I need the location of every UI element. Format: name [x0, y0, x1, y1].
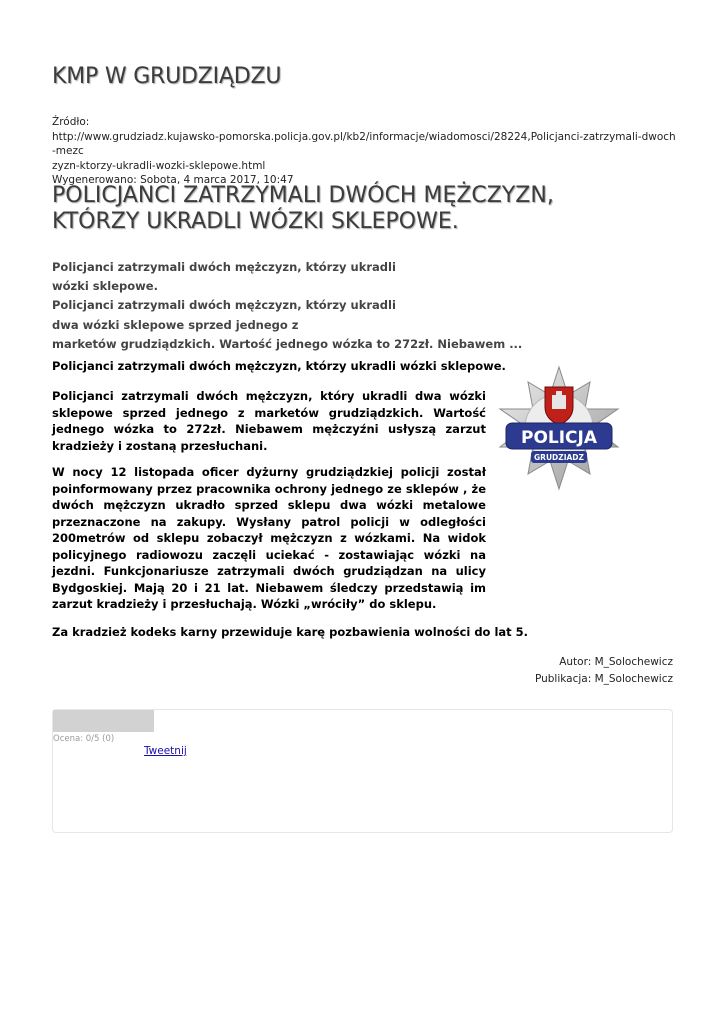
rating-text: Ocena: 0/5 (0)	[53, 734, 115, 744]
article-title: POLICJANCI ZATRZYMALI DWÓCH MĘŻCZYZN, KTÓRZY UKRADLI WÓZKI SKLEPOWE.	[52, 183, 554, 234]
source-url-line1[interactable]: http://www.grudziadz.kujawsko-pomorska.policja.gov.pl/kb2/informacje/wiadomosci/28224,Policjanci-zatrzymali-dwoch-mezc	[52, 130, 676, 157]
intro-line: Policjanci zatrzymali dwóch mężczyzn, którzy ukradli	[52, 260, 396, 274]
source-label: Źródło:	[52, 116, 90, 128]
intro-line: marketów grudziądzkich. Wartość jednego wózka to 272zł. Niebawem ...	[52, 336, 523, 351]
generated-date: Wygenerowano: Sobota, 4 marca 2017, 10:47	[52, 174, 294, 186]
article-lead: Policjanci zatrzymali dwóch mężczyzn, którzy ukradli wózki sklepowe.	[52, 359, 506, 373]
publication-label: Publikacja: M_Solochewicz	[534, 673, 673, 685]
police-star-icon	[494, 365, 624, 493]
logo-sub-text: GRUDZIADZ	[534, 453, 584, 462]
tweet-link[interactable]: Tweetnij	[144, 745, 187, 757]
author-label: Autor: M_Solochewicz	[559, 656, 673, 668]
article-meta	[52, 115, 677, 188]
article-credits	[535, 654, 673, 688]
source-url-line2[interactable]: zyzn-ktorzy-ukradli-wozki-sklepowe.html	[52, 159, 266, 172]
rating-bar[interactable]	[53, 710, 154, 732]
intro-line: Policjanci zatrzymali dwóch mężczyzn, którzy ukradli	[52, 298, 396, 313]
logo-main-text: POLICJA	[520, 428, 598, 448]
rating-panel	[52, 709, 673, 833]
policja-logo	[494, 365, 624, 493]
article-paragraph-1: Policjanci zatrzymali dwóch mężczyzn, który ukradli dwa wózki sklepowe sprzed jednego z marketów grudziądzkich. Wartość jednego wózka to 272zł. Niebawem mężczyźni usłyszą zarzut kradzieży i zostaną przesłuchani.	[52, 389, 486, 453]
article-intro	[52, 258, 522, 354]
intro-line: wózki sklepowe.	[52, 279, 158, 294]
intro-line: dwa wózki sklepowe sprzed jednego z	[52, 317, 299, 332]
site-title: KMP W GRUDZIĄDZU	[52, 64, 282, 89]
article-paragraph-3: Za kradzież kodeks karny przewiduje karę pozbawienia wolności do lat 5.	[52, 625, 529, 639]
article-paragraph-2: W nocy 12 listopada oficer dyżurny grudziądzkiej policji został poinformowany przez pracownika ochrony jednego ze sklepów , że dwóch mężczyzn ukradło sprzed sklepu dwa wózki metalowe przeznaczone na zakupy. Wysłany patrol policji w odległości 200metrów od sklepu zobaczył mężczyzn z wózkami. Na widok policyjnego radiowozu zaczęli uciekać - zostawiając wózki na jezdni. Funkcjonariusze zatrzymali dwóch grudziądzan na ulicy Bydgoskiej. Mają 20 i 21 lat. Niebawem śledczy przedstawią im zarzut kradzieży i przesłuchają. Wózki „wróciły” do sklepu.	[52, 465, 486, 611]
